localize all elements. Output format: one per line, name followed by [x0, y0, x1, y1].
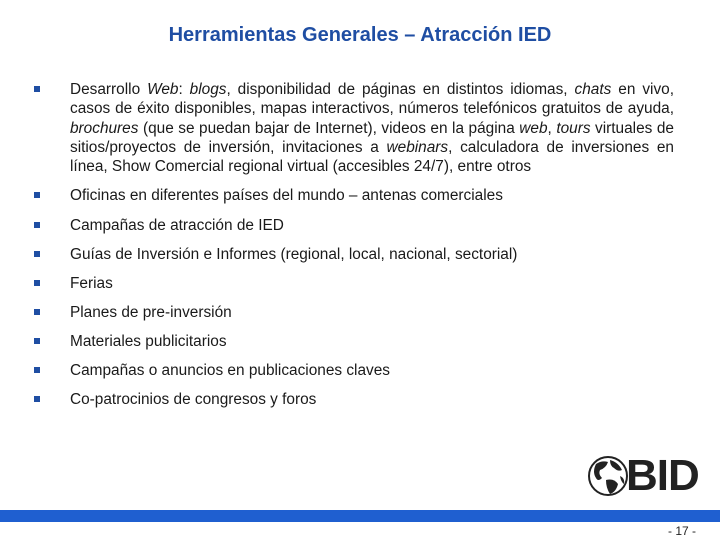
bullet-item [34, 390, 674, 409]
bullet-square-icon [34, 86, 40, 92]
bullet-item [34, 216, 674, 235]
bullet-square-icon [34, 192, 40, 198]
text-run: : [178, 81, 190, 98]
bullet-item [34, 303, 674, 322]
text-run: (que se puedan bajar de Internet), videos en la página [138, 119, 520, 137]
text-run-italic: chats [574, 81, 612, 98]
bullet-square-icon [34, 309, 40, 315]
text-run-italic: tours [556, 119, 591, 137]
bullet-item [34, 274, 674, 293]
bullet-text: Planes de pre-inversión [70, 303, 232, 321]
bullet-item [34, 361, 674, 380]
text-run: en vivo, casos de éxito disponibles, mapas interactivos, números telefónicos gratuitos de ayuda, [70, 81, 674, 118]
text-run-italic: brochures [70, 119, 139, 137]
bullet-item [34, 186, 674, 205]
bullet-item [34, 245, 674, 264]
bullet-square-icon [34, 396, 40, 402]
bullet-item [34, 332, 674, 351]
text-run: Desarrollo [70, 81, 148, 98]
bullet-text: Oficinas en diferentes países del mundo – antenas comerciales [70, 187, 503, 205]
bullet-square-icon [34, 280, 40, 286]
text-run-italic: blogs [189, 81, 227, 98]
page-number: - 17 - [667, 524, 696, 538]
bullet-item-web-tools [34, 80, 674, 176]
bullet-square-icon [34, 338, 40, 344]
bullet-text: Ferias [70, 274, 113, 292]
text-run: , disponibilidad de páginas en distintos idiomas, [226, 81, 575, 98]
bullet-text: Guías de Inversión e Informes (regional, local, nacional, sectorial) [70, 245, 518, 263]
bullet-square-icon [34, 251, 40, 257]
text-run: , calculadora de inversiones en línea, Show Comercial regional virtual (accesibles 24/7), entre otros [70, 138, 674, 176]
bid-logo-text: BID [626, 451, 699, 500]
slide-title: Herramientas Generales – Atracción IED [168, 24, 552, 46]
text-run: , [547, 119, 557, 137]
text-run-italic: Web [147, 81, 179, 98]
bullet-square-icon [34, 367, 40, 373]
footer-bar [0, 510, 720, 522]
text-run-italic: web [519, 119, 548, 137]
text-run-italic: webinars [386, 138, 449, 156]
bullet-text: Campañas o anuncios en publicaciones claves [70, 362, 390, 380]
bullet-list [34, 80, 674, 419]
bullet-square-icon [34, 222, 40, 228]
bullet-text: Co-patrocinios de congresos y foros [70, 391, 317, 409]
text-run: virtuales de sitios/proyectos de inversión, invitaciones a [70, 119, 674, 156]
bullet-text: Campañas de atracción de IED [70, 216, 284, 234]
bullet-text: Materiales publicitarios [70, 332, 227, 350]
